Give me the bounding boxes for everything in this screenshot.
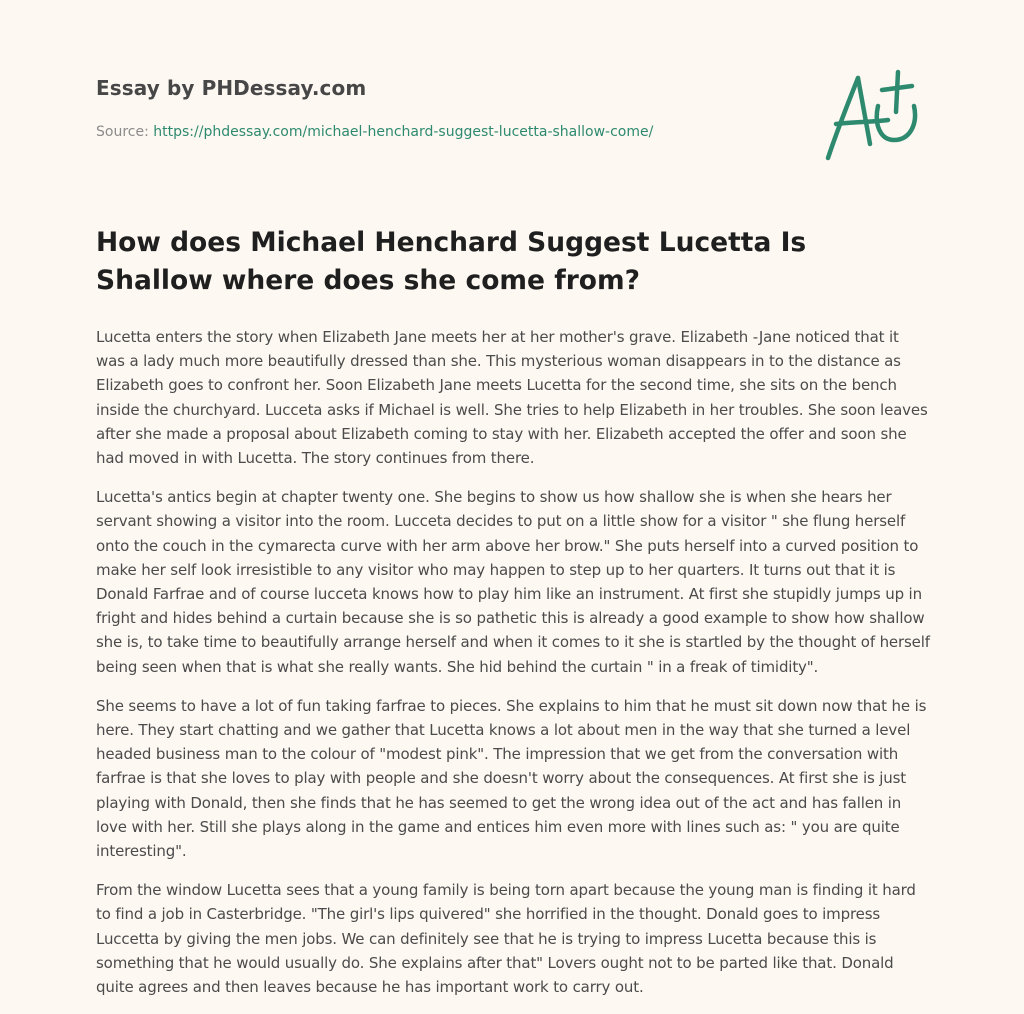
essay-body — [96, 325, 932, 1014]
page-header — [96, 0, 928, 180]
essay-paragraph: Lucetta enters the story when Elizabeth Jane meets her at her mother's grave. Elizabeth -Jane noticed that it was a lady much more beautifully dressed than she. This mysterious woman disappears in to the distance as Elizabeth goes to confront her. Soon Elizabeth Jane meets Lucetta for the second time, she sits on the bench inside the churchyard. Lucceta asks if Michael is well. She tries to help Elizabeth in her troubles. She soon leaves after she made a proposal about Elizabeth coming to stay with her. Elizabeth accepted the offer and soon she had moved in with Lucetta. The story continues from there. — [96, 328, 928, 468]
essay-paragraph: She seems to have a lot of fun taking farfrae to pieces. She explains to him that he must sit down now that he is here. They start chatting and we gather that Lucetta knows a lot about men in the way that she turned a level headed business man to the colour of "modest pink". The impression that we get from the conversation with farfrae is that she loves to play with people and she doesn't worry about the consequences. At first she is just playing with Donald, then she finds that he has seemed to get the wrong idea out of the act and has fallen in love with her. Still she plays along in the game and entices him even more with lines such as: " you are quite interesting". — [96, 696, 927, 861]
source-link[interactable]: https://phdessay.com/michael-henchard-suggest-lucetta-shallow-come/ — [153, 124, 654, 140]
essay-paragraph: From the window Lucetta sees that a young family is being torn apart because the young man is finding it hard to find a job in Casterbridge. "The girl's lips quivered" she horrified in the thought. Donald goes to impress Luccetta by giving the men jobs. We can definitely see that he is trying to impress Lucetta because this is something that he would usually do. She explains after that" Lovers ought not to be parted like that. Donald quite agrees and then leaves because he has important work to carry out. — [96, 881, 916, 997]
site-brand: Essay by PHDessay.com — [96, 76, 367, 100]
a-plus-logo-icon[interactable] — [822, 66, 932, 166]
essay-title: How does Michael Henchard Suggest Lucetta Is Shallow where does she come from? — [96, 227, 807, 296]
source-line — [96, 124, 653, 140]
source-label: Source: — [96, 124, 154, 140]
essay-paragraph: Lucetta's antics begin at chapter twenty one. She begins to show us how shallow she is when she hears her servant showing a visitor into the room. Lucceta decides to put on a little show for a visitor " she flung herself onto the couch in the cymarecta curve with her arm above her brow." She puts herself into a curved position to make her self look irresistible to any visitor who may happen to step up to her quarters. It turns out that it is Donald Farfrae and of course lucceta knows how to play him like an instrument. At first she stupidly jumps up in fright and hides behind a curtain because she is so pathetic this is already a good example to show how shallow she is, to take time to beautifully arrange herself and when it comes to it she is startled by the thought of herself being seen when that is what she really wants. She hid behind the curtain " in a freak of timidity". — [96, 488, 930, 676]
